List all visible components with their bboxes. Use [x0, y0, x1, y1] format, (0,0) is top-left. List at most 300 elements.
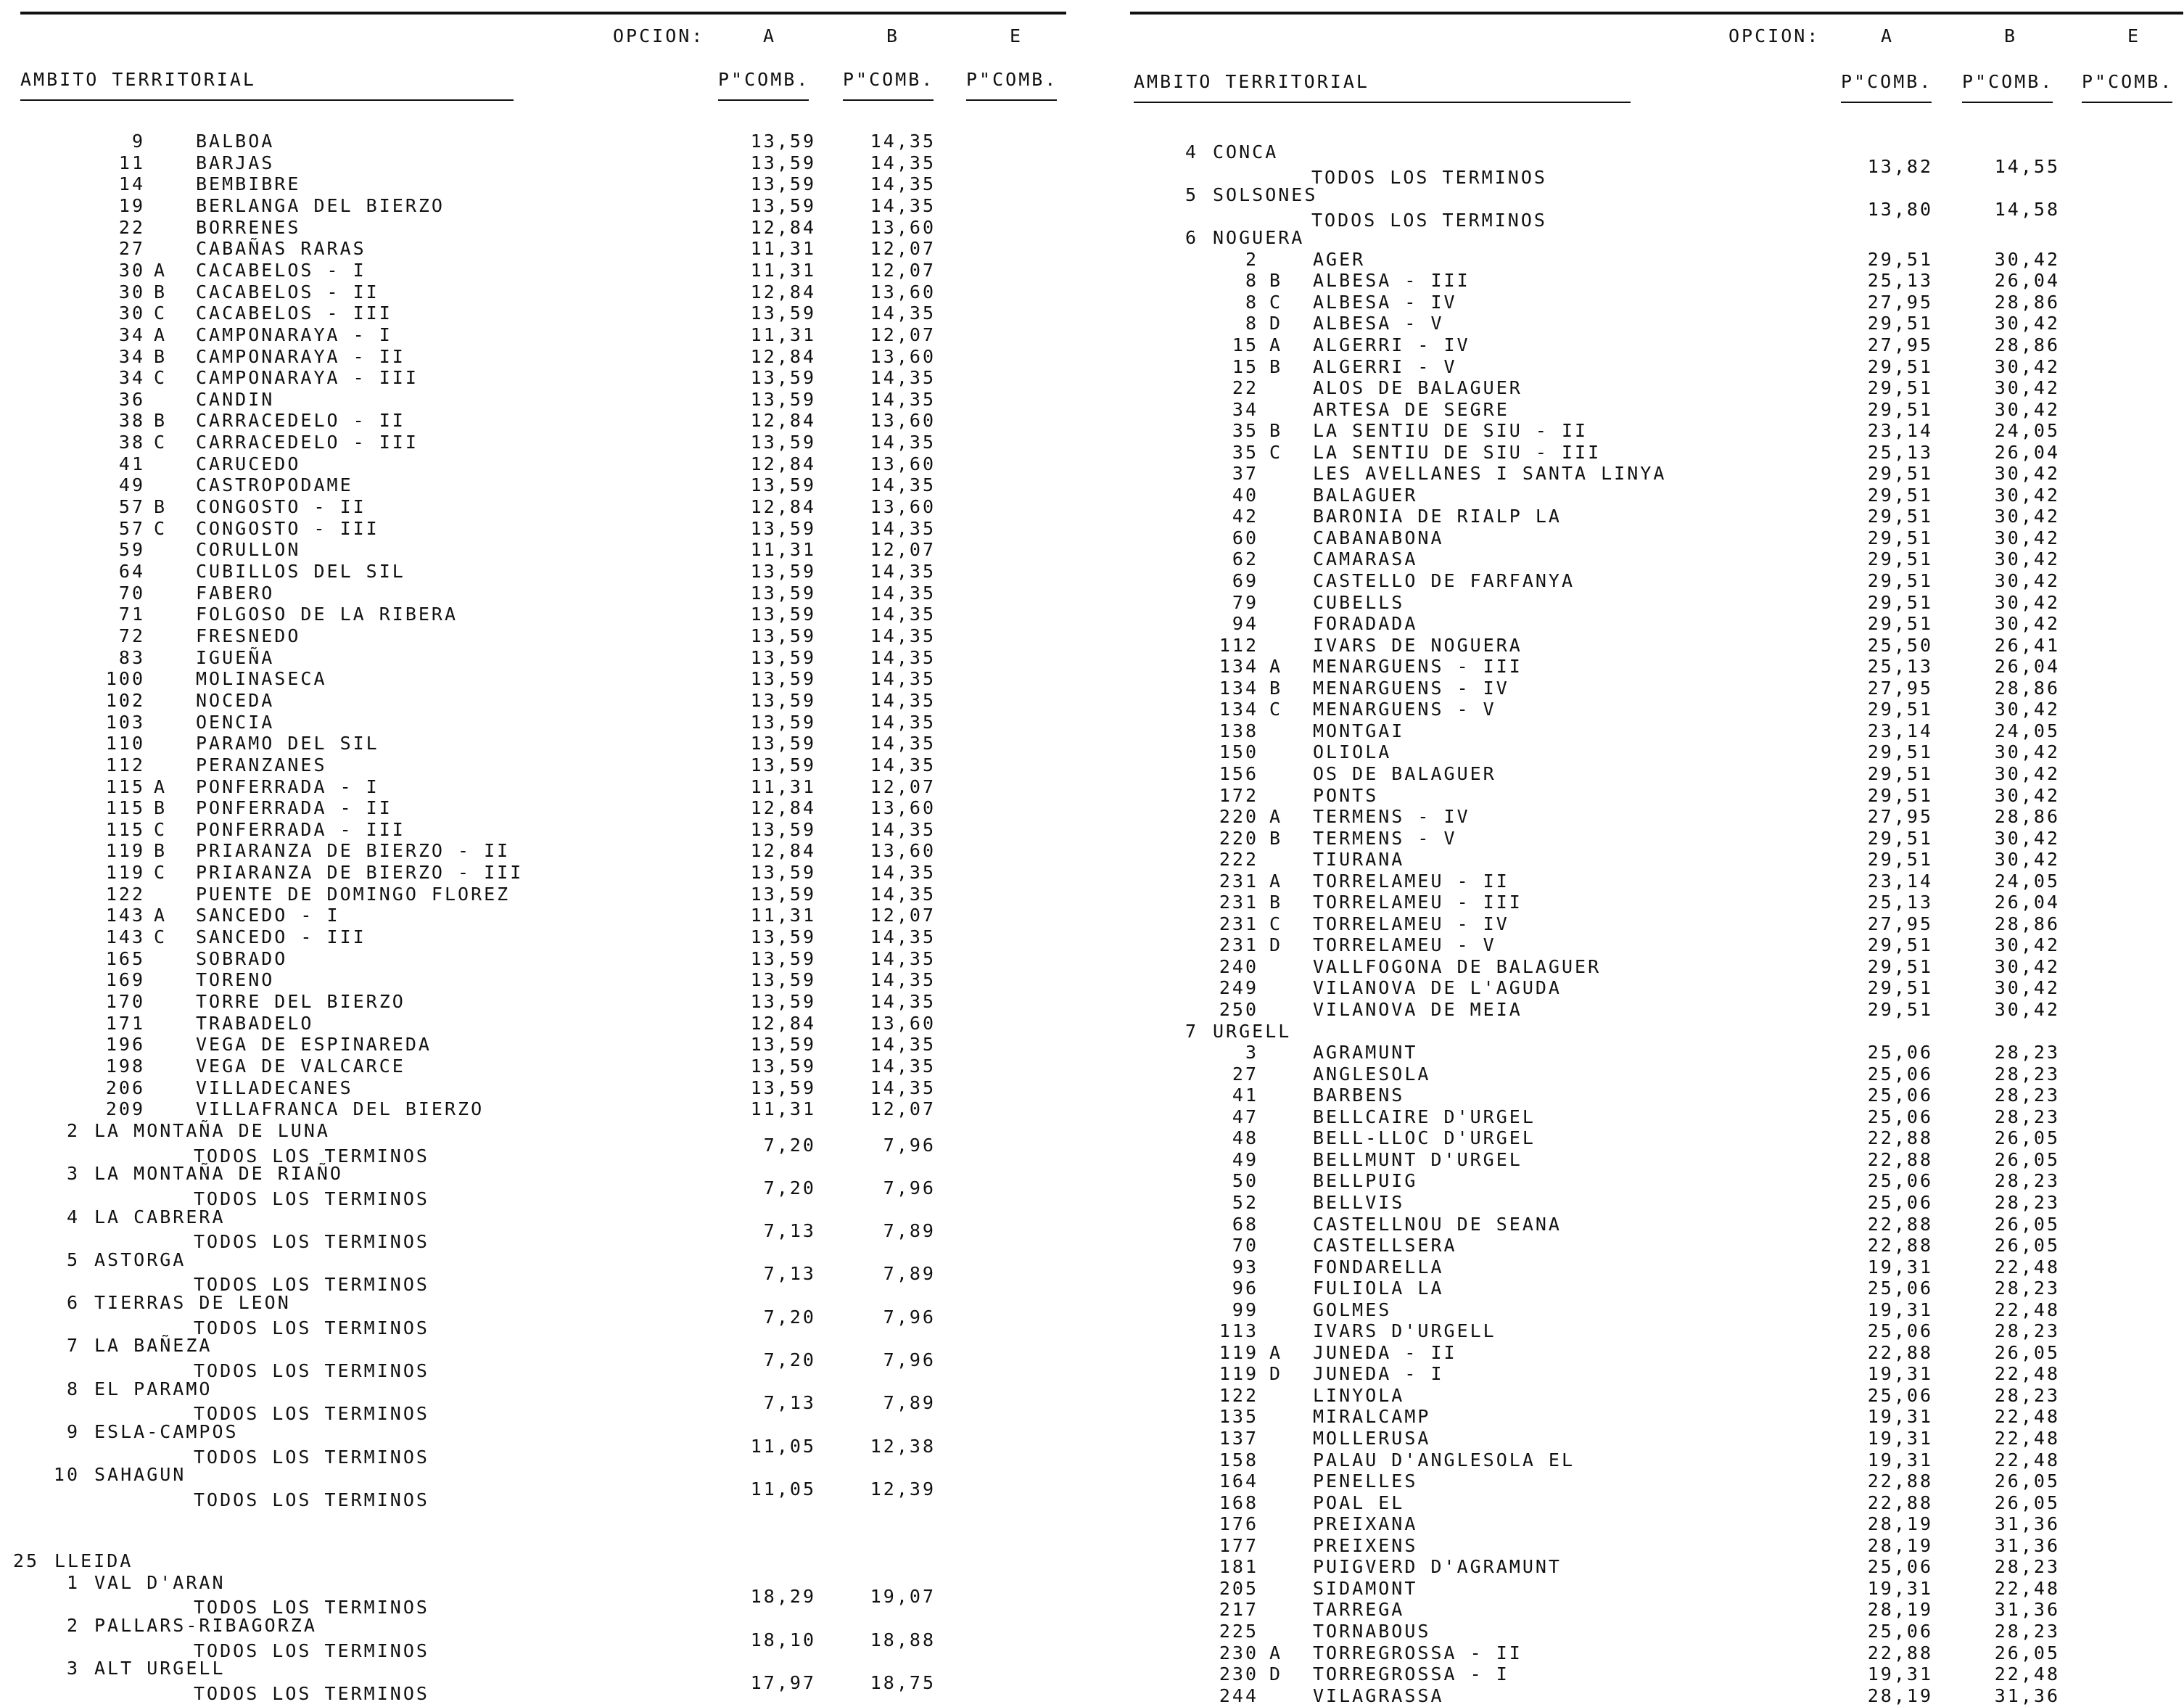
- price-a: 13,59: [750, 152, 816, 173]
- price-b: 14,58: [1994, 198, 2060, 220]
- term-code: 220: [1219, 827, 1258, 849]
- term-code: 36: [118, 388, 145, 410]
- price-b: 14,35: [870, 582, 936, 604]
- comarca-name: VAL D'ARAN: [94, 1571, 226, 1593]
- price-b: 30,42: [1994, 955, 2060, 977]
- term-name: BARJAS: [196, 152, 275, 173]
- price-a: 29,51: [1867, 355, 1933, 377]
- table-row: [1117, 1278, 2183, 1299]
- price-a: 13,59: [750, 303, 816, 324]
- comarca-name: LA CABRERA: [94, 1206, 226, 1227]
- table-row: [0, 152, 1066, 174]
- all-terms-label: TODOS LOS TERMINOS: [194, 1145, 429, 1167]
- price-b: 14,35: [870, 1055, 936, 1077]
- comarca-name: TIERRAS DE LEON: [94, 1292, 291, 1314]
- term-name: PUIGVERD D'AGRAMUNT: [1313, 1556, 1562, 1578]
- term-code: 172: [1219, 784, 1258, 806]
- price-b: 22,48: [1994, 1577, 2060, 1599]
- price-a: 11,31: [750, 905, 816, 926]
- pcomb-e-underline: [966, 99, 1057, 101]
- price-a: 25,06: [1867, 1106, 1933, 1127]
- price-b: 26,05: [1994, 1127, 2060, 1149]
- price-b: 22,48: [1994, 1406, 2060, 1428]
- price-b: 19,07: [870, 1586, 936, 1608]
- price-b: 24,05: [1994, 870, 2060, 892]
- price-a: 29,51: [1867, 506, 1933, 527]
- price-b: 30,42: [1994, 463, 2060, 485]
- comarca-code: 5: [1184, 184, 1198, 206]
- term-name: MENARGUENS - III: [1313, 656, 1522, 678]
- table-row: [1117, 1385, 2183, 1407]
- price-a: 27,95: [1867, 291, 1933, 313]
- term-name: MOLLERUSA: [1313, 1428, 1431, 1449]
- term-suffix: D: [1269, 1663, 1283, 1685]
- all-terms-row: [0, 1220, 1066, 1253]
- term-name: VILLADECANES: [196, 1077, 353, 1098]
- price-b: 30,42: [1994, 741, 2060, 763]
- term-code: 15: [1232, 334, 1258, 355]
- term-name: TORREGROSSA - II: [1313, 1642, 1522, 1663]
- price-a: 13,59: [750, 883, 816, 905]
- price-a: 19,31: [1867, 1299, 1933, 1320]
- price-a: 27,95: [1867, 806, 1933, 828]
- pcomb-a-underline: [1841, 102, 1932, 103]
- term-suffix: A: [1269, 870, 1283, 892]
- all-terms-label: TODOS LOS TERMINOS: [194, 1274, 429, 1296]
- term-name: NOCEDA: [196, 689, 275, 711]
- term-name: ALOS DE BALAGUER: [1313, 377, 1522, 399]
- term-name: PONTS: [1313, 784, 1379, 806]
- table-row: [1117, 892, 2183, 913]
- price-b: 26,04: [1994, 892, 2060, 913]
- price-a: 29,51: [1867, 741, 1933, 763]
- term-name: TORRE DEL BIERZO: [196, 991, 405, 1012]
- pcomb-e-underline: [2082, 102, 2172, 103]
- term-code: 40: [1232, 484, 1258, 506]
- price-a: 29,51: [1867, 248, 1933, 270]
- comarca-name: URGELL: [1213, 1020, 1292, 1042]
- term-code: 206: [105, 1077, 145, 1098]
- term-suffix: A: [1269, 1642, 1283, 1663]
- price-a: 29,51: [1867, 313, 1933, 334]
- table-row: [0, 776, 1066, 798]
- term-name: TERMENS - V: [1313, 827, 1457, 849]
- all-terms-row: [0, 1134, 1066, 1167]
- term-name: CARRACEDELO - III: [196, 432, 419, 453]
- table-row: [1117, 635, 2183, 657]
- price-b: 24,05: [1994, 720, 2060, 741]
- term-suffix: C: [1269, 699, 1283, 720]
- term-suffix: C: [154, 818, 168, 840]
- price-a: 25,06: [1867, 1320, 1933, 1342]
- term-name: CABAÑAS RARAS: [196, 238, 366, 260]
- price-b: 14,35: [870, 733, 936, 754]
- term-code: 244: [1219, 1685, 1258, 1706]
- term-code: 196: [105, 1034, 145, 1056]
- price-b: 28,23: [1994, 1191, 2060, 1213]
- term-name: FABERO: [196, 582, 275, 604]
- price-b: 22,48: [1994, 1663, 2060, 1685]
- price-a: 23,14: [1867, 720, 1933, 741]
- term-name: CANDIN: [196, 388, 275, 410]
- price-a: 19,31: [1867, 1577, 1933, 1599]
- table-row: [0, 453, 1066, 475]
- term-code: 119: [105, 840, 145, 862]
- term-name: JUNEDA - II: [1313, 1341, 1457, 1363]
- term-name: PREIXANA: [1313, 1513, 1418, 1535]
- price-b: 14,55: [1994, 155, 2060, 177]
- price-b: 28,86: [1994, 913, 2060, 934]
- term-suffix: B: [154, 410, 168, 432]
- all-terms-row: [0, 1177, 1066, 1209]
- ambito-label: AMBITO TERRITORIAL: [1134, 71, 1369, 92]
- term-name: OLIOLA: [1313, 741, 1392, 763]
- price-b: 14,35: [870, 561, 936, 582]
- term-code: 3: [1245, 1042, 1258, 1064]
- price-a: 25,13: [1867, 892, 1933, 913]
- price-a: 27,95: [1867, 334, 1933, 355]
- price-a: 22,88: [1867, 1127, 1933, 1149]
- term-code: 27: [118, 238, 145, 260]
- table-row: [1117, 1406, 2183, 1428]
- term-name: ALBESA - IV: [1313, 291, 1457, 313]
- term-name: BARONIA DE RIALP LA: [1313, 506, 1562, 527]
- price-a: 29,51: [1867, 784, 1933, 806]
- table-row: [1117, 977, 2183, 999]
- term-code: 249: [1219, 977, 1258, 999]
- table-row: [1117, 1363, 2183, 1385]
- term-name: TORRELAMEU - V: [1313, 934, 1496, 956]
- term-code: 35: [1232, 441, 1258, 463]
- term-code: 230: [1219, 1642, 1258, 1663]
- term-code: 240: [1219, 955, 1258, 977]
- term-name: VILANOVA DE L'AGUDA: [1313, 977, 1562, 999]
- term-code: 70: [1232, 1235, 1258, 1256]
- price-a: 13,59: [750, 582, 816, 604]
- term-code: 34: [118, 345, 145, 367]
- price-a: 22,88: [1867, 1148, 1933, 1170]
- term-name: FORADADA: [1313, 613, 1418, 635]
- term-name: ALGERRI - V: [1313, 355, 1457, 377]
- term-suffix: C: [1269, 913, 1283, 934]
- all-terms-label: TODOS LOS TERMINOS: [1311, 209, 1547, 231]
- price-b: 28,23: [1994, 1620, 2060, 1642]
- term-name: MENARGUENS - IV: [1313, 677, 1509, 699]
- term-code: 220: [1219, 806, 1258, 828]
- term-suffix: A: [1269, 1341, 1283, 1363]
- term-name: BELLMUNT D'URGEL: [1313, 1148, 1522, 1170]
- term-code: 137: [1219, 1428, 1258, 1449]
- price-a: 7,20: [763, 1349, 816, 1371]
- term-code: 48: [1232, 1127, 1258, 1149]
- term-name: CASTROPODAME: [196, 474, 353, 496]
- term-code: 143: [105, 926, 145, 948]
- table-row: [0, 754, 1066, 776]
- price-b: 28,23: [1994, 1384, 2060, 1406]
- table-row: [1117, 934, 2183, 956]
- price-a: 13,59: [750, 668, 816, 690]
- term-code: 170: [105, 991, 145, 1012]
- price-b: 14,35: [870, 604, 936, 625]
- price-a: 19,31: [1867, 1663, 1933, 1685]
- term-code: 11: [118, 152, 145, 173]
- term-name: CONGOSTO - II: [196, 496, 366, 518]
- term-name: PUENTE DE DOMINGO FLOREZ: [196, 883, 511, 905]
- term-name: TORENO: [196, 969, 275, 991]
- price-b: 28,23: [1994, 1278, 2060, 1299]
- price-b: 28,23: [1994, 1085, 2060, 1106]
- table-row: [0, 561, 1066, 583]
- table-row: [0, 948, 1066, 970]
- all-terms-label: TODOS LOS TERMINOS: [194, 1489, 429, 1510]
- price-a: 13,59: [750, 969, 816, 991]
- price-b: 13,60: [870, 281, 936, 303]
- price-a: 29,51: [1867, 762, 1933, 784]
- price-a: 23,14: [1867, 870, 1933, 892]
- term-code: 168: [1219, 1492, 1258, 1513]
- term-name: AGER: [1313, 248, 1366, 270]
- opcion-label: OPCION:: [613, 25, 705, 46]
- table-row: [1117, 1214, 2183, 1235]
- table-row: [0, 905, 1066, 926]
- term-name: OS DE BALAGUER: [1313, 762, 1496, 784]
- price-a: 12,84: [750, 1012, 816, 1034]
- term-code: 169: [105, 969, 145, 991]
- comarca-code: 3: [66, 1163, 80, 1185]
- table-row: [1117, 828, 2183, 850]
- price-a: 22,88: [1867, 1235, 1933, 1256]
- table-row: [1117, 1449, 2183, 1471]
- price-a: 13,82: [1867, 155, 1933, 177]
- table-row: [1117, 442, 2183, 464]
- ambito-underline: [1134, 102, 1631, 103]
- opcion-label: OPCION:: [1728, 25, 1821, 46]
- term-name: VILANOVA DE MEIA: [1313, 999, 1522, 1020]
- term-name: SANCEDO - I: [196, 905, 340, 926]
- comarca-code: 4: [1184, 141, 1198, 163]
- price-a: 19,31: [1867, 1363, 1933, 1385]
- term-code: 30: [118, 281, 145, 303]
- term-code: 115: [105, 818, 145, 840]
- table-row: [1117, 292, 2183, 313]
- price-a: 27,95: [1867, 913, 1933, 934]
- term-suffix: B: [1269, 420, 1283, 442]
- term-code: 99: [1232, 1299, 1258, 1320]
- term-code: 231: [1219, 913, 1258, 934]
- price-b: 13,60: [870, 496, 936, 518]
- term-code: 100: [105, 668, 145, 690]
- term-code: 103: [105, 711, 145, 733]
- term-name: POAL EL: [1313, 1492, 1405, 1513]
- price-b: 26,05: [1994, 1492, 2060, 1513]
- term-name: CAMARASA: [1313, 548, 1418, 570]
- price-a: 13,59: [750, 194, 816, 216]
- price-b: 12,07: [870, 776, 936, 797]
- term-name: ALBESA - III: [1313, 270, 1470, 292]
- price-b: 7,96: [883, 1349, 936, 1371]
- comarca-name: EL PARAMO: [94, 1378, 213, 1399]
- price-b: 12,07: [870, 539, 936, 561]
- term-name: SOBRADO: [196, 947, 288, 969]
- price-a: 11,31: [750, 776, 816, 797]
- comarca-name: PALLARS-RIBAGORZA: [94, 1614, 317, 1636]
- term-code: 38: [118, 410, 145, 432]
- term-code: 122: [105, 883, 145, 905]
- term-suffix: B: [1269, 355, 1283, 377]
- term-name: TORRELAMEU - II: [1313, 870, 1509, 892]
- price-b: 14,35: [870, 173, 936, 195]
- term-name: MONTGAI: [1313, 720, 1405, 741]
- term-code: 150: [1219, 741, 1258, 763]
- table-row: [0, 926, 1066, 948]
- term-code: 64: [118, 561, 145, 582]
- table-row: [0, 173, 1066, 195]
- term-name: TORNABOUS: [1313, 1620, 1431, 1642]
- table-row: [0, 131, 1066, 152]
- term-code: 42: [1232, 506, 1258, 527]
- pcomb-a-label: P"COMB.: [718, 69, 810, 90]
- price-b: 14,35: [870, 131, 936, 152]
- term-code: 30: [118, 259, 145, 281]
- table-row: [0, 690, 1066, 712]
- term-name: VILLAFRANCA DEL BIERZO: [196, 1098, 485, 1120]
- price-b: 30,42: [1994, 827, 2060, 849]
- price-b: 26,05: [1994, 1642, 2060, 1663]
- price-a: 25,06: [1867, 1085, 1933, 1106]
- table-row: [1117, 1064, 2183, 1085]
- term-code: 164: [1219, 1471, 1258, 1492]
- price-a: 28,19: [1867, 1599, 1933, 1621]
- table-row: [0, 260, 1066, 281]
- all-terms-row: [0, 1435, 1066, 1468]
- term-code: 112: [1219, 634, 1258, 656]
- term-code: 35: [1232, 420, 1258, 442]
- all-terms-label: TODOS LOS TERMINOS: [194, 1446, 429, 1468]
- table-row: [1117, 1642, 2183, 1664]
- table-row: [1117, 699, 2183, 720]
- price-a: 28,19: [1867, 1685, 1933, 1706]
- price-a: 12,84: [750, 797, 816, 819]
- table-row: [1117, 313, 2183, 334]
- comarca-name: LA MONTAÑA DE RIAÑO: [94, 1163, 343, 1185]
- pcomb-b-underline: [843, 99, 934, 101]
- term-code: 2: [1245, 248, 1258, 270]
- price-b: 28,86: [1994, 334, 2060, 355]
- term-suffix: B: [154, 496, 168, 518]
- table-row: [1117, 871, 2183, 892]
- price-b: 7,96: [883, 1134, 936, 1156]
- table-row: [0, 195, 1066, 217]
- table-row: [1117, 913, 2183, 935]
- term-code: 30: [118, 303, 145, 324]
- option-e-label: E: [2127, 25, 2141, 46]
- all-terms-label: TODOS LOS TERMINOS: [194, 1188, 429, 1209]
- term-name: LA SENTIU DE SIU - II: [1313, 420, 1588, 442]
- term-code: 49: [1232, 1148, 1258, 1170]
- term-code: 22: [1232, 377, 1258, 399]
- term-code: 250: [1219, 999, 1258, 1020]
- price-b: 30,42: [1994, 570, 2060, 591]
- comarca-name: ESLA-CAMPOS: [94, 1421, 239, 1442]
- term-name: CASTELLO DE FARFANYA: [1313, 570, 1575, 591]
- term-name: CAMPONARAYA - III: [196, 367, 419, 389]
- table-row: [0, 1056, 1066, 1077]
- price-a: 18,10: [750, 1629, 816, 1650]
- table-row: [1117, 1342, 2183, 1364]
- table-row: [0, 797, 1066, 819]
- price-a: 13,59: [750, 754, 816, 776]
- term-code: 115: [105, 776, 145, 797]
- price-b: 30,42: [1994, 849, 2060, 871]
- table-row: [0, 238, 1066, 260]
- all-terms-label: TODOS LOS TERMINOS: [194, 1403, 429, 1425]
- comarca-code: 6: [1184, 227, 1198, 249]
- comarca-code: 9: [66, 1421, 80, 1442]
- price-b: 26,04: [1994, 656, 2060, 678]
- price-b: 30,42: [1994, 699, 2060, 720]
- term-code: 119: [1219, 1341, 1258, 1363]
- table-row: [1117, 613, 2183, 635]
- price-a: 13,59: [750, 689, 816, 711]
- term-code: 93: [1232, 1256, 1258, 1278]
- price-b: 30,42: [1994, 548, 2060, 570]
- term-name: BORRENES: [196, 216, 301, 238]
- term-name: MIRALCAMP: [1313, 1406, 1431, 1428]
- price-b: 18,88: [870, 1629, 936, 1650]
- comarca-name: LA MONTAÑA DE LUNA: [94, 1119, 330, 1141]
- price-b: 12,07: [870, 1098, 936, 1120]
- pcomb-b-label: P"COMB.: [1962, 71, 2054, 92]
- price-b: 12,07: [870, 238, 936, 260]
- term-name: ALGERRI - IV: [1313, 334, 1470, 355]
- table-row: [0, 432, 1066, 453]
- top-rule: [1130, 12, 2183, 15]
- all-terms-label: TODOS LOS TERMINOS: [194, 1360, 429, 1382]
- price-b: 28,23: [1994, 1556, 2060, 1578]
- price-a: 29,51: [1867, 613, 1933, 635]
- price-a: 25,06: [1867, 1620, 1933, 1642]
- table-row: [1117, 334, 2183, 356]
- pcomb-a-underline: [718, 99, 809, 101]
- term-suffix: B: [1269, 677, 1283, 699]
- price-a: 29,51: [1867, 977, 1933, 999]
- term-code: 47: [1232, 1106, 1258, 1127]
- price-b: 22,48: [1994, 1449, 2060, 1471]
- price-b: 28,23: [1994, 1106, 2060, 1127]
- term-code: 72: [118, 625, 145, 646]
- term-code: 102: [105, 689, 145, 711]
- price-a: 13,59: [750, 1034, 816, 1056]
- all-terms-row: [0, 1629, 1066, 1661]
- price-b: 14,35: [870, 947, 936, 969]
- price-a: 13,59: [750, 711, 816, 733]
- province-code: 25: [13, 1550, 40, 1571]
- term-code: 34: [118, 324, 145, 345]
- comarca-name: SAHAGUN: [94, 1464, 186, 1486]
- term-code: 69: [1232, 570, 1258, 591]
- ambito-underline: [20, 99, 514, 101]
- price-a: 29,51: [1867, 591, 1933, 613]
- table-row: [0, 840, 1066, 862]
- term-name: MENARGUENS - V: [1313, 699, 1496, 720]
- price-b: 7,96: [883, 1306, 936, 1328]
- term-code: 198: [105, 1055, 145, 1077]
- term-code: 8: [1245, 291, 1258, 313]
- price-a: 29,51: [1867, 548, 1933, 570]
- comarca-name: CONCA: [1213, 141, 1279, 163]
- price-a: 13,59: [750, 818, 816, 840]
- top-rule: [20, 12, 1066, 15]
